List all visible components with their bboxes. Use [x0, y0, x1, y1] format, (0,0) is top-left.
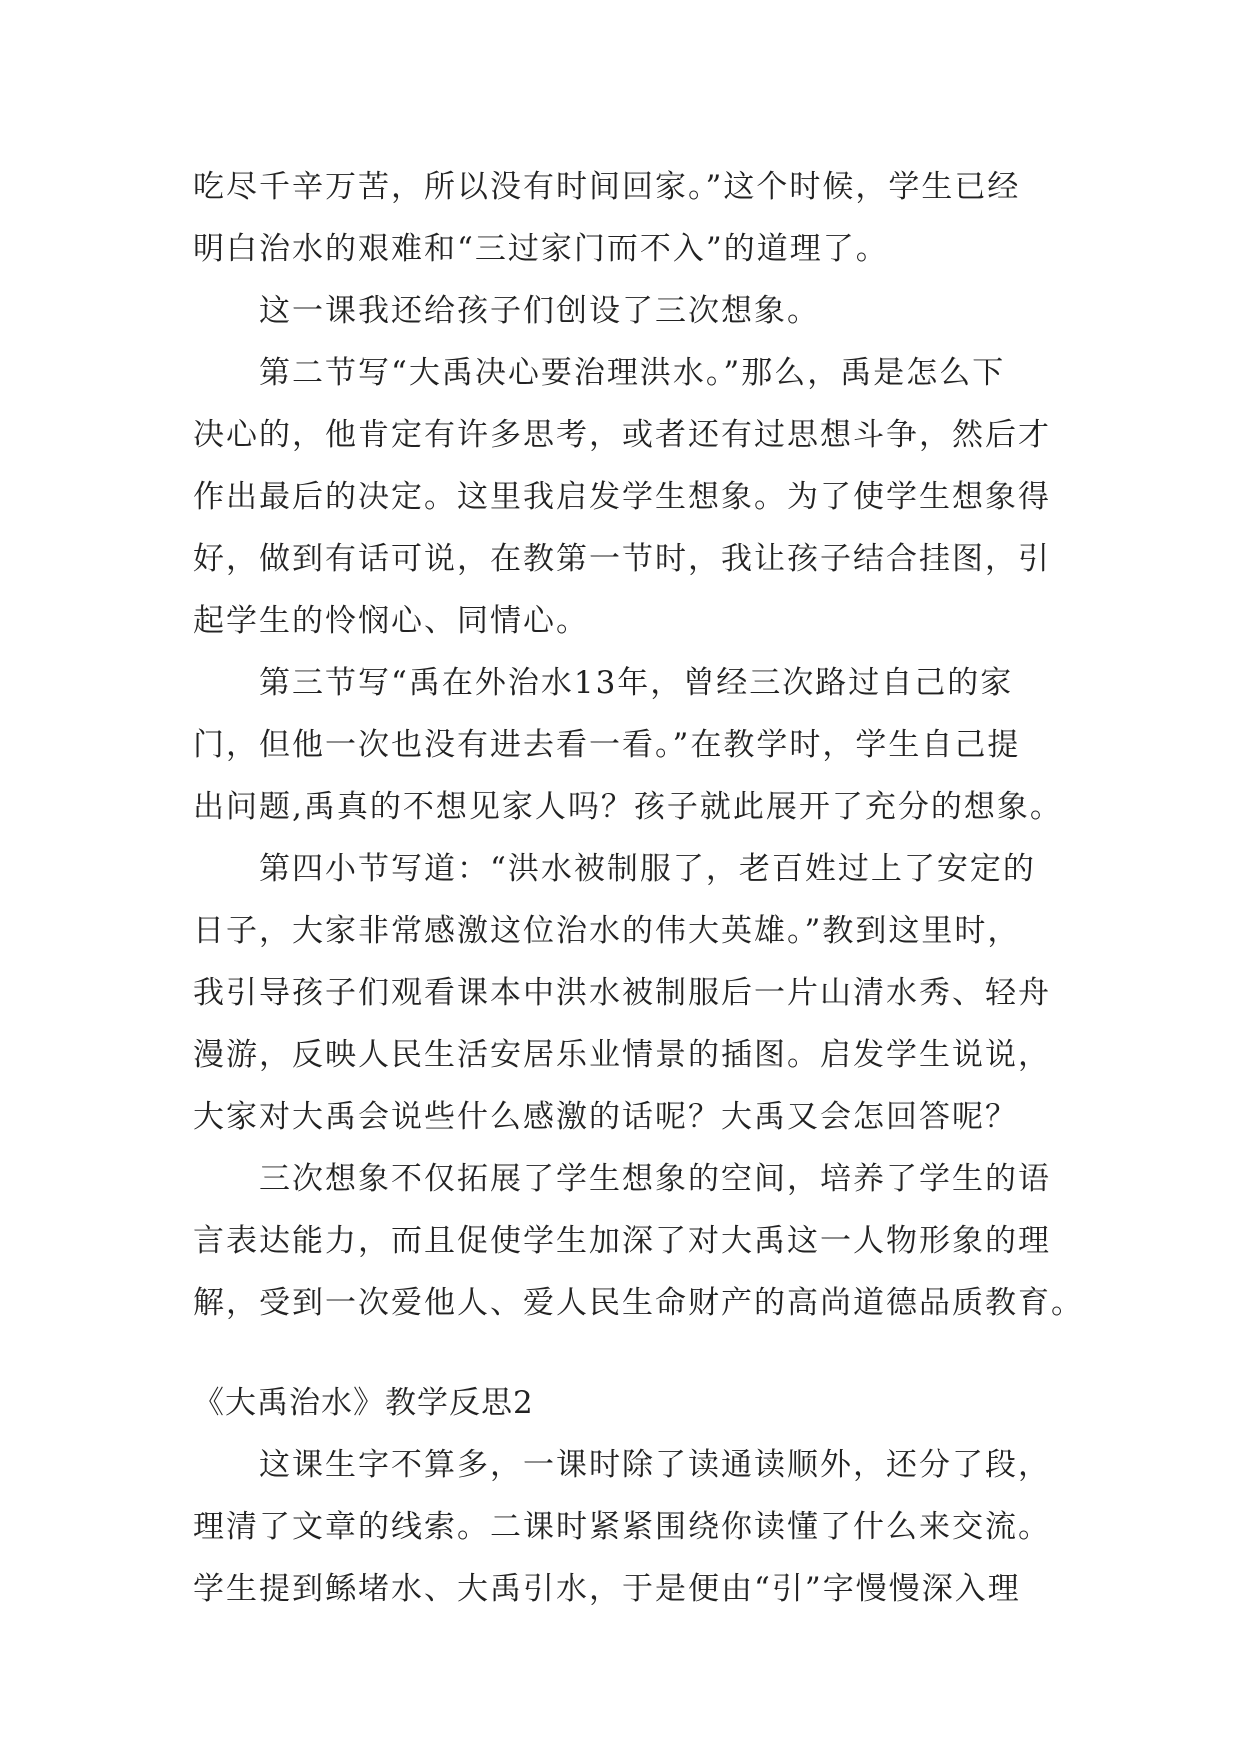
paragraph-start: 这一课我还给孩子们创设了三次想象。: [259, 293, 820, 329]
section-gap: [193, 1334, 1073, 1372]
text-line: 好，做到有话可说，在教第一节时，我让孩子结合挂图，引: [193, 541, 1051, 577]
text-line: 言表达能力，而且促使学生加深了对大禹这一人物形象的理: [193, 1223, 1051, 1259]
text-line: 出问题,禹真的不想见家人吗？孩子就此展开了充分的想象。: [193, 789, 1063, 825]
text-line: 大家对大禹会说些什么感激的话呢？大禹又会怎回答呢？: [193, 1099, 1018, 1135]
paragraph-start: 三次想象不仅拓展了学生想象的空间，培养了学生的语: [259, 1161, 1051, 1197]
paragraph-start: 这课生字不算多，一课时除了读通读顺外，还分了段，: [259, 1447, 1051, 1483]
text-line: 理清了文章的线索。二课时紧紧围绕你读懂了什么来交流。: [193, 1509, 1051, 1545]
paragraph-start: 第三节写“禹在外治水13年，曾经三次路过自己的家: [259, 665, 1014, 701]
text-line: 解，受到一次爱他人、爱人民生命财产的高尚道德品质教育。: [193, 1285, 1084, 1321]
text-line: 学生提到鲧堵水、大禹引水，于是便由“引”字慢慢深入理: [193, 1571, 1021, 1607]
document-body: [193, 156, 1084, 1620]
paragraph-start: 第二节写“大禹决心要治理洪水。”那么，禹是怎么下: [259, 355, 1006, 391]
text-line: 漫游，反映人民生活安居乐业情景的插图。启发学生说说，: [193, 1037, 1051, 1073]
text-line: 我引导孩子们观看课本中洪水被制服后一片山清水秀、轻舟: [193, 975, 1051, 1011]
text-line: 作出最后的决定。这里我启发学生想象。为了使学生想象得: [193, 479, 1051, 515]
text-line: 决心的，他肯定有许多思考，或者还有过思想斗争，然后才: [193, 417, 1051, 453]
text-line: 起学生的怜悯心、同情心。: [193, 603, 589, 639]
text-line: 吃尽千辛万苦，所以没有时间回家。”这个时候，学生已经: [193, 169, 1021, 205]
section-title: 《大禹治水》教学反思2: [193, 1385, 534, 1421]
paragraph-start: 第四小节写道：“洪水被制服了，老百姓过上了安定的: [259, 851, 1036, 887]
text-line: 门，但他一次也没有进去看一看。”在教学时，学生自己提: [193, 727, 1021, 763]
text-line: 明白治水的艰难和“三过家门而不入”的道理了。: [193, 231, 889, 267]
text-line: 日子，大家非常感激这位治水的伟大英雄。”教到这里时，: [193, 913, 1021, 949]
